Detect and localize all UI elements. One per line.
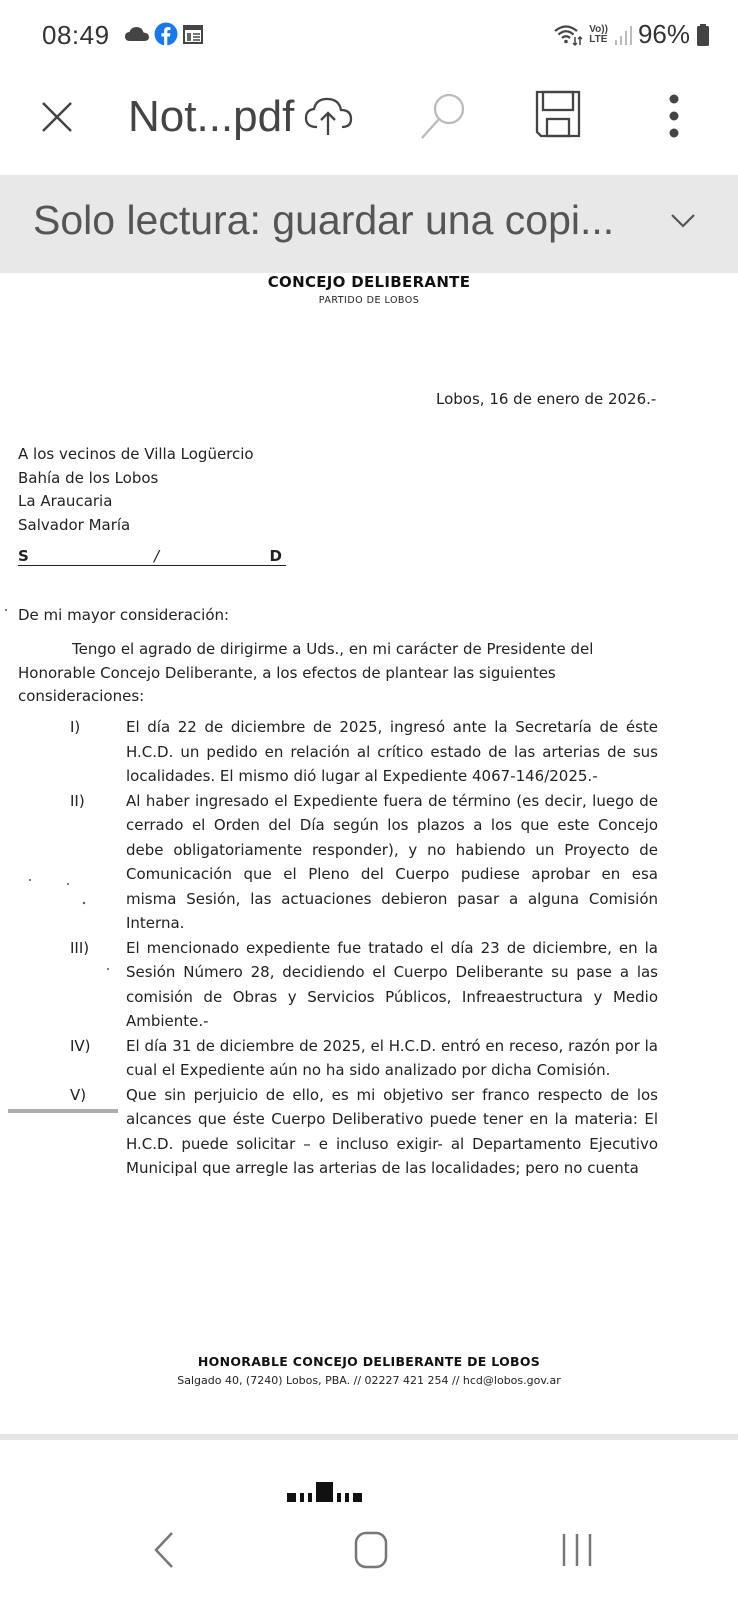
- read-only-banner-text: Solo lectura: guardar una copi...: [33, 197, 615, 243]
- letter-date: Lobos, 16 de enero de 2026.-: [436, 390, 657, 408]
- item-line: cual el Expediente aún no ha sido analizado por dicha Comisión.: [126, 1061, 611, 1079]
- page-dot[interactable]: [353, 1493, 362, 1502]
- item-line: cerrado el Orden del Día según los plazos a los que este Concejo: [126, 816, 658, 834]
- item-line: Interna.: [126, 914, 185, 932]
- sd-s: S: [18, 547, 29, 565]
- facebook-icon: [154, 22, 178, 46]
- item-line: alcances que éste Cuerpo Deliberativo puede tener en la materia: El: [126, 1110, 658, 1128]
- volte-label-top: Vo)): [589, 23, 608, 35]
- letterhead-footer-title: HONORABLE CONCEJO DELIBERANTE DE LOBOS: [197, 1354, 541, 1369]
- item-number: III): [70, 938, 90, 957]
- recipient-block: [18, 443, 254, 537]
- page-indicator[interactable]: [287, 1482, 362, 1502]
- recipient-line: A los vecinos de Villa Logüercio: [18, 445, 254, 463]
- item-line: Que sin perjuicio de ello, es mi objetivo ser franco respecto de los: [126, 1085, 658, 1104]
- volte-label-bottom: LTE: [589, 33, 608, 45]
- item-line: Municipal que arregle las arterias de las localidades; pero no cuenta: [126, 1159, 639, 1177]
- item-line: H.C.D. un pedido en relación al crítico estado de las arterias de sus: [126, 742, 658, 761]
- close-icon[interactable]: [40, 100, 74, 134]
- recipient-line: La Araucaria: [18, 492, 113, 510]
- scan-noise-marks: [0, 600, 120, 1120]
- item-text: [126, 1034, 658, 1083]
- recipient-line: Bahía de los Lobos: [18, 468, 159, 487]
- page-dot[interactable]: [287, 1493, 296, 1502]
- sd-slash: /: [154, 547, 160, 565]
- item-text: [126, 936, 658, 1034]
- greeting: De mi mayor consideración:: [18, 606, 230, 624]
- sd-d: D: [269, 547, 282, 565]
- su-despacho-line: [18, 545, 286, 566]
- status-bar: [0, 0, 738, 70]
- search-icon[interactable]: [418, 90, 470, 142]
- page-dot[interactable]: [337, 1493, 341, 1502]
- app-toolbar: [0, 70, 738, 175]
- item-text: [126, 715, 658, 789]
- intro-line: consideraciones:: [18, 687, 145, 705]
- more-vert-icon[interactable]: [664, 92, 684, 140]
- recent-apps-icon[interactable]: [560, 1530, 594, 1570]
- letterhead-subtitle: PARTIDO DE LOBOS: [318, 295, 420, 306]
- item-line: El día 22 de diciembre de 2025, ingresó ante la Secretaría de éste: [126, 718, 658, 736]
- cloud-upload-icon[interactable]: [303, 95, 355, 137]
- wifi-icon: [553, 23, 583, 47]
- item-line: Ambiente.-: [126, 1012, 209, 1030]
- battery-icon: [696, 23, 710, 47]
- item-line: H.C.D. puede solicitar – e incluso exigir- al Departamento Ejecutivo: [126, 1134, 658, 1153]
- letterhead-footer-contact: Salgado 40, (7240) Lobos, PBA. // 02227 421 254 // hcd@lobos.gov.ar: [177, 1374, 561, 1387]
- page-dot[interactable]: [300, 1493, 304, 1502]
- page-dot[interactable]: [345, 1493, 349, 1502]
- signal-icon: [614, 24, 632, 46]
- status-notification-icons: [124, 22, 204, 46]
- item-text: [126, 1083, 658, 1181]
- recipient-line: Salvador María: [18, 515, 131, 534]
- item-line: misma Sesión, las actuaciones debieron pasar a alguna Comisión: [126, 889, 658, 908]
- calendar-icon: [182, 23, 204, 45]
- save-icon[interactable]: [535, 90, 581, 138]
- status-system-icons: [553, 19, 710, 50]
- item-line: Sesión Número 28, decidiendo el Cuerpo Deliberante su pase a las: [126, 963, 658, 981]
- letterhead-title: CONCEJO DELIBERANTE: [267, 273, 471, 291]
- document-title: Not...pdf: [128, 92, 295, 141]
- intro-line: Honorable Concejo Deliberante, a los efectos de plantear las siguientes: [18, 663, 556, 682]
- item-number: II): [70, 791, 85, 810]
- item-line: Al haber ingresado el Expediente fuera de término (es decir, luego de: [126, 791, 658, 810]
- item-number: V): [70, 1085, 87, 1104]
- item-line: debe obligatoriamente responder), y no habiendo un Proyecto de: [126, 840, 658, 859]
- chevron-down-icon[interactable]: [670, 213, 696, 229]
- item-number: I): [70, 718, 81, 736]
- page-dot[interactable]: [308, 1493, 312, 1502]
- battery-percent: 96%: [637, 19, 690, 49]
- item-line: localidades. El mismo dió lugar al Expediente 4067-146/2025.-: [126, 767, 598, 785]
- item-text: [126, 789, 658, 936]
- volte-icon: [589, 25, 608, 45]
- home-icon[interactable]: [354, 1530, 388, 1570]
- status-time: 08:49: [42, 20, 110, 50]
- item-number: IV): [70, 1036, 91, 1055]
- page-separator: [0, 1434, 738, 1440]
- item-line: Comunicación que el Pleno del Cuerpo pudiese aprobar en esa: [126, 865, 658, 883]
- item-line: comisión de Obras y Servicios Públicos, Infreaestructura y Medio: [126, 987, 658, 1006]
- system-nav-bar: [0, 1520, 738, 1580]
- cloud-icon: [124, 25, 150, 43]
- item-line: El día 31 de diciembre de 2025, el H.C.D. entró en receso, razón por la: [126, 1036, 658, 1055]
- intro-line: Tengo el agrado de dirigirme a Uds., en mi carácter de Presidente del: [72, 640, 594, 658]
- item-line: El mencionado expediente fue tratado el día 23 de diciembre, en la: [126, 938, 658, 957]
- back-icon[interactable]: [152, 1530, 176, 1570]
- page-dot-current[interactable]: [316, 1482, 333, 1502]
- read-only-banner[interactable]: [0, 175, 738, 273]
